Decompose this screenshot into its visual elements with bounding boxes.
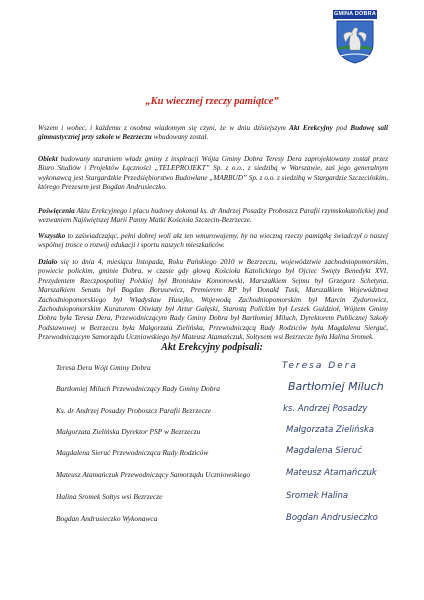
signatory-name: Magdalena Sieruć Przewodnicząca Rady Rodziców bbox=[56, 448, 209, 457]
building-lead: Obiekt bbox=[38, 155, 58, 163]
handwritten-signature: Bartłomiej Miluch bbox=[288, 380, 384, 393]
signatures-heading: Akt Erekcyjny podpisali: bbox=[161, 342, 263, 353]
gmina-dobra-crest bbox=[333, 10, 377, 62]
paragraph-intro bbox=[38, 124, 388, 143]
consecration-text: Aktu Erekcyjnego i placu budowy dokonał ks. dr Andrzej Posadzy Proboszcz Parafii rzymskokatolickiej pod wezwaniem Najświętszej Marii Panny Matki Kościoła Szczecin-Bezrzecze. bbox=[38, 207, 388, 225]
signatory-name: Ks. dr Andrzej Posadzy Proboszcz Parafii Bezrzecze bbox=[56, 406, 211, 415]
signatory-name: Małgorzata Zielińska Dyrektor PSP w Bezrzeczu bbox=[56, 427, 201, 436]
signatory-row bbox=[0, 508, 424, 532]
handwritten-signature: Mateusz Atamańczuk bbox=[286, 468, 377, 478]
handwritten-signature: Małgorzata Zielińska bbox=[286, 425, 375, 435]
paragraph-date-officials bbox=[38, 258, 388, 343]
intro-text-2: pod bbox=[332, 124, 351, 132]
date-officials-text: się to dnia 4, miesiąca listopada, Roku Pańskiego 2010 w Bezrzeczu, województwie zachodniopomorskim, powiecie polickim, gminie Dobra, w czasie gdy głową Kościoła Katolickiego był Ojciec Święty Benedykt XVI, Prezydentem Rzeczpospolitej Polskiej był Bronisław Komorowski, Marszałkiem Sejmu był Grzegorz Schetyna, Marszałkiem Senatu był Bogdan Borusewicz, Premierem RP był Donald Tusk, Marszałkiem Województwa Zachodniopomorskiego był Władysław Husejko, Wojewodą Zachodniopomorskim był Marcin Zydorowicz, Zachodniopomorskim Kuratorem Oświaty był Artur Gałęski, Starostą Polickim był Leszek Guździoł, Wójtem Gminy Dobra była Teresa Dera, Przewodniczącym Rady Gminy Dobra był Bartłomiej Miluch, Dyrektorem Publicznej Szkoły Podstawowej w Bezrzeczu była Małgorzata Zielińska, Przewodniczącą Rady Rodziców była Magdalena Sierguć, Przewodniczącym Samorządu Uczniowskiego był Mateusz Atamańczuk, Sołtysem wsi Bezrzecze była Halina Sromek. bbox=[38, 258, 388, 342]
handwritten-signature: Sromek Halina bbox=[286, 491, 349, 501]
signatory-name: Mateusz Atamańczuk Przewodniczący Samorządu Uczniowskiego bbox=[56, 470, 251, 479]
intro-text-3: wbudowany został. bbox=[151, 133, 209, 142]
date-lead: Działo bbox=[38, 258, 58, 266]
handwritten-signature: Magdalena Sieruć bbox=[286, 446, 362, 456]
crest-banner: GMINA DOBRA bbox=[333, 11, 377, 17]
coat-of-arms-icon bbox=[336, 20, 374, 64]
signatory-row bbox=[0, 486, 424, 510]
intro-building-name: Budowę sali gimnastycznej przy szkole w Bezrzeczu bbox=[38, 124, 388, 142]
signatory-name: Bogdan Andrusieczko Wykonawca bbox=[56, 514, 158, 523]
signatory-row bbox=[0, 442, 424, 466]
handwritten-signature: Bogdan Andrusieczko bbox=[286, 513, 378, 523]
testimony-text: to zaświadczając, pełni dobrej woli akt ten wmurowujemy, by na wieczną rzeczy pamiątkę świadczył o naszej wspólnej trosce o rozwój edukacji i sportu naszych mieszkańców. bbox=[38, 232, 388, 250]
testimony-lead: Wszystko bbox=[38, 232, 66, 240]
intro-text: Wszem i wobec, i każdemu z osobna wiadomym się czyni, że w dniu dzisiejszym bbox=[38, 124, 286, 132]
paragraph-consecration bbox=[38, 207, 388, 226]
signatory-name: Halina Sromek Sołtys wsi Bezrzecze bbox=[56, 492, 163, 501]
consecration-lead: Poświęcenia bbox=[38, 207, 75, 215]
signatory-name: Bartłomiej Miluch Przewodniczący Rady Gminy Dobra bbox=[56, 384, 221, 393]
paragraph-building bbox=[38, 155, 388, 193]
building-text: budowany staraniem władz gminy z inspiracji Wójta Gminy Dobra Teresy Dera zaprojektowany został przez Biuro Studiów i Projektów Łączności „TELEPROJEKT” Sp. z o.o., z siedzibą w Warszawie, zaś jego generalnym wykonawcą jest Stargardzkie Przedsiębiorstwo Budowlane „MARBUD” Sp. z o.o. z siedzibą w Stargardzie Szczecińskim, którego Prezesem jest Bogdan Andrusieczko. bbox=[38, 155, 388, 192]
handwritten-signature: ks. Andrzej Posadzy bbox=[283, 404, 368, 414]
paragraph-testimony bbox=[38, 232, 388, 251]
signatory-row bbox=[0, 464, 424, 488]
handwritten-signature: Teresa Dera bbox=[282, 361, 358, 371]
signatory-row bbox=[0, 378, 424, 402]
certificate-title: „Ku wiecznej rzeczy pamiątce” bbox=[145, 96, 279, 107]
intro-act-name: Akt Erekcyjny bbox=[289, 124, 333, 132]
signatory-name: Teresa Dera Wójt Gminy Dobra bbox=[56, 363, 151, 372]
